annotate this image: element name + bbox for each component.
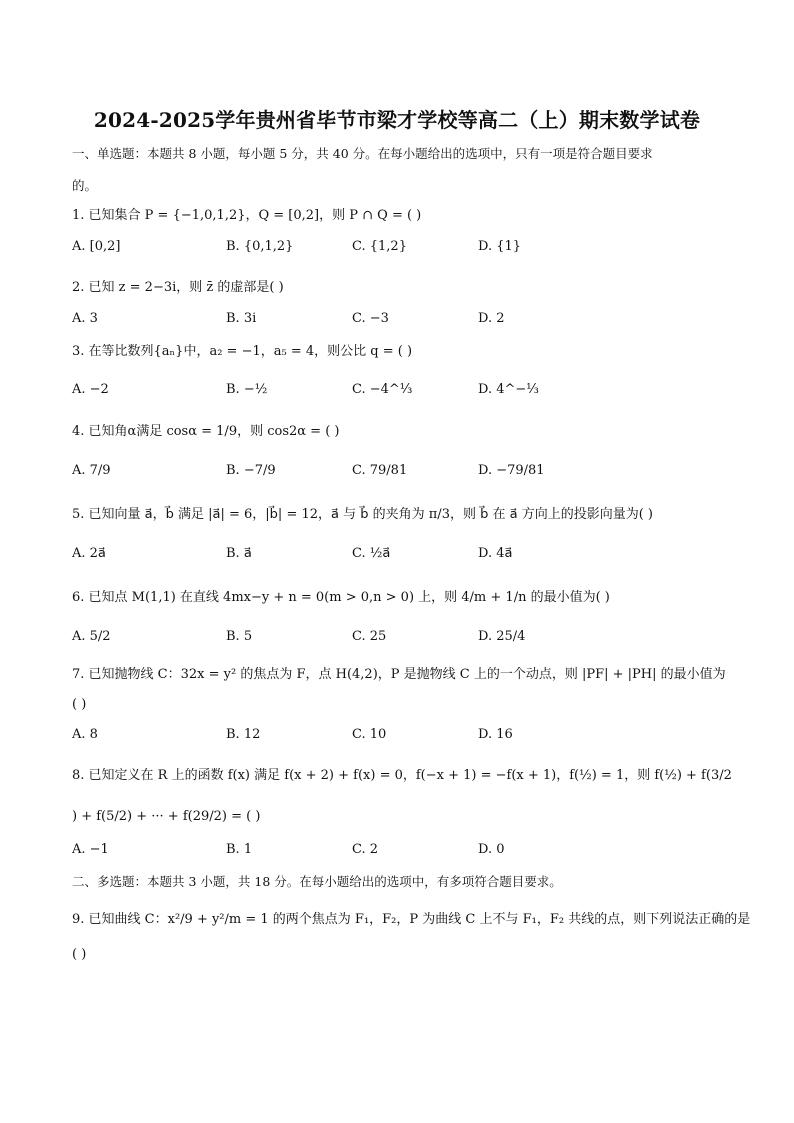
question-5-stem: 5. 已知向量 a⃗，b⃗ 满足 |a⃗| = 6，|b⃗| = 12，a⃗ 与 b⃗ 的夹角为 π/3，则 b⃗ 在 a⃗ 方向上的投影向量为( ) — [72, 507, 653, 522]
question-7-stem: 7. 已知抛物线 C：32x = y² 的焦点为 F，点 H(4,2)，P 是抛物线 C 上的一个动点，则 |PF| + |PH| 的最小值为 — [72, 667, 726, 682]
question-7-option-b: B. 12 — [226, 727, 261, 742]
question-8-option-a: A. −1 — [72, 842, 109, 857]
question-6-option-b: B. 5 — [226, 629, 253, 644]
question-2-stem: 2. 已知 z = 2−3i，则 z̄ 的虚部是( ) — [72, 280, 284, 295]
question-8-option-b: B. 1 — [226, 842, 253, 857]
question-5-option-a: A. 2a⃗ — [72, 546, 106, 561]
question-2-option-d: D. 2 — [478, 311, 505, 326]
question-4-stem: 4. 已知角α满足 cosα = 1/9，则 cos2α = ( ) — [72, 424, 340, 439]
question-8-stem-cont: ) + f(5/2) + ··· + f(29/2) = ( ) — [72, 809, 261, 824]
question-4-option-c: C. 79/81 — [352, 463, 408, 478]
question-5-option-b: B. a⃗ — [226, 546, 252, 561]
question-1-option-a: A. [0,2] — [72, 239, 121, 254]
question-3-option-c: C. −4^⅓ — [352, 382, 413, 397]
question-9-stem-cont: ( ) — [72, 947, 87, 962]
section1-heading: 一、单选题：本题共 8 小题，每小题 5 分，共 40 分。在每小题给出的选项中，只有一项是符合题目要求 — [72, 146, 653, 161]
question-4-option-d: D. −79/81 — [478, 463, 545, 478]
question-8-stem: 8. 已知定义在 R 上的函数 f(x) 满足 f(x + 2) + f(x) = 0，f(−x + 1) = −f(x + 1)，f(½) = 1，则 f(½) + f(3/2 — [72, 768, 732, 783]
question-6-option-c: C. 25 — [352, 629, 387, 644]
question-5-option-c: C. ½a⃗ — [352, 546, 391, 561]
question-7-stem-cont: ( ) — [72, 697, 87, 712]
question-4-option-b: B. −7/9 — [226, 463, 276, 478]
question-8-option-c: C. 2 — [352, 842, 379, 857]
page-title: 2024-2025学年贵州省毕节市梁才学校等高二（上）期末数学试卷 — [93, 108, 701, 132]
question-1-stem: 1. 已知集合 P = {−1,0,1,2}，Q = [0,2]，则 P ∩ Q = ( ) — [72, 208, 422, 223]
question-1-option-c: C. {1,2} — [352, 239, 407, 254]
question-6-option-d: D. 25/4 — [478, 629, 526, 644]
question-9-stem: 9. 已知曲线 C：x²/9 + y²/m = 1 的两个焦点为 F₁，F₂，P 为曲线 C 上不与 F₁，F₂ 共线的点，则下列说法正确的是 — [72, 912, 751, 927]
question-2-option-c: C. −3 — [352, 311, 389, 326]
question-4-option-a: A. 7/9 — [72, 463, 111, 478]
question-7-option-c: C. 10 — [352, 727, 387, 742]
section1-heading-cont: 的。 — [72, 178, 98, 193]
question-3-stem: 3. 在等比数列{aₙ}中，a₂ = −1，a₅ = 4，则公比 q = ( ) — [72, 344, 413, 359]
question-3-option-b: B. −½ — [226, 382, 268, 397]
section2-heading: 二、多选题：本题共 3 小题，共 18 分。在每小题给出的选项中，有多项符合题目要求。 — [72, 874, 562, 889]
question-1-option-d: D. {1} — [478, 239, 522, 254]
question-6-stem: 6. 已知点 M(1,1) 在直线 4mx−y + n = 0(m > 0,n > 0) 上，则 4/m + 1/n 的最小值为( ) — [72, 590, 610, 605]
question-6-option-a: A. 5/2 — [72, 629, 111, 644]
question-3-option-a: A. −2 — [72, 382, 109, 397]
question-2-option-b: B. 3i — [226, 311, 257, 326]
question-7-option-d: D. 16 — [478, 727, 513, 742]
question-5-option-d: D. 4a⃗ — [478, 546, 513, 561]
question-2-option-a: A. 3 — [72, 311, 98, 326]
question-3-option-d: D. 4^−⅓ — [478, 382, 539, 397]
question-7-option-a: A. 8 — [72, 727, 98, 742]
question-1-option-b: B. {0,1,2} — [226, 239, 294, 254]
question-8-option-d: D. 0 — [478, 842, 505, 857]
